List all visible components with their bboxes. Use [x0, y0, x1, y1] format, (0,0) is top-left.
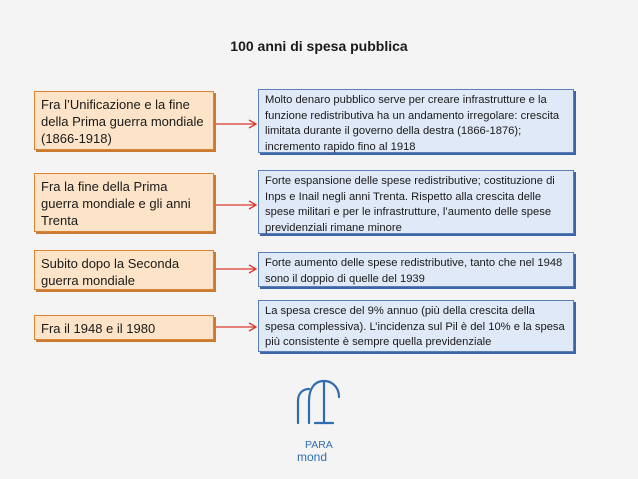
description-box-3: Forte aumento delle spese redistributive, tanto che nel 1948 sono il doppio di quelle del 1939: [258, 252, 574, 287]
page-title: 100 anni di spesa pubblica: [230, 38, 408, 54]
svg-text:PARA: PARA: [305, 439, 333, 451]
arrow-icon: [216, 322, 258, 332]
period-box-4: Fra il 1948 e il 1980: [34, 315, 214, 340]
paramond-logo: [293, 375, 343, 465]
period-box-1: Fra l’Unificazione e la fine della Prima guerra mondiale (1866-1918): [34, 91, 214, 150]
period-box-2: Fra la fine della Prima guerra mondiale e gli anni Trenta: [34, 173, 214, 232]
description-box-1: Molto denaro pubblico serve per creare infrastrutture e la funzione redistributiva ha un andamento irregolare: crescita limitata durante il governo della destra (1866-1876); incremento rapido fino al 1918: [258, 89, 574, 153]
svg-text:mond: mond: [297, 450, 328, 464]
arrow-icon: [216, 264, 258, 274]
arrow-icon: [216, 200, 258, 210]
arrow-icon: [216, 119, 258, 129]
period-box-3: Subito dopo la Seconda guerra mondiale: [34, 250, 214, 290]
description-box-4: La spesa cresce del 9% annuo (più della crescita della spesa complessiva). L’incidenza sul Pil è del 10% e la spesa più consistente è sempre quella previdenziale: [258, 300, 574, 352]
description-box-2: Forte espansione delle spese redistributive; costituzione di Inps e Inail negli anni Trenta. Rispetto alla crescita delle spese militari e per le infrastrutture, l’aumento delle spese previdenziali rimane minore: [258, 170, 574, 234]
